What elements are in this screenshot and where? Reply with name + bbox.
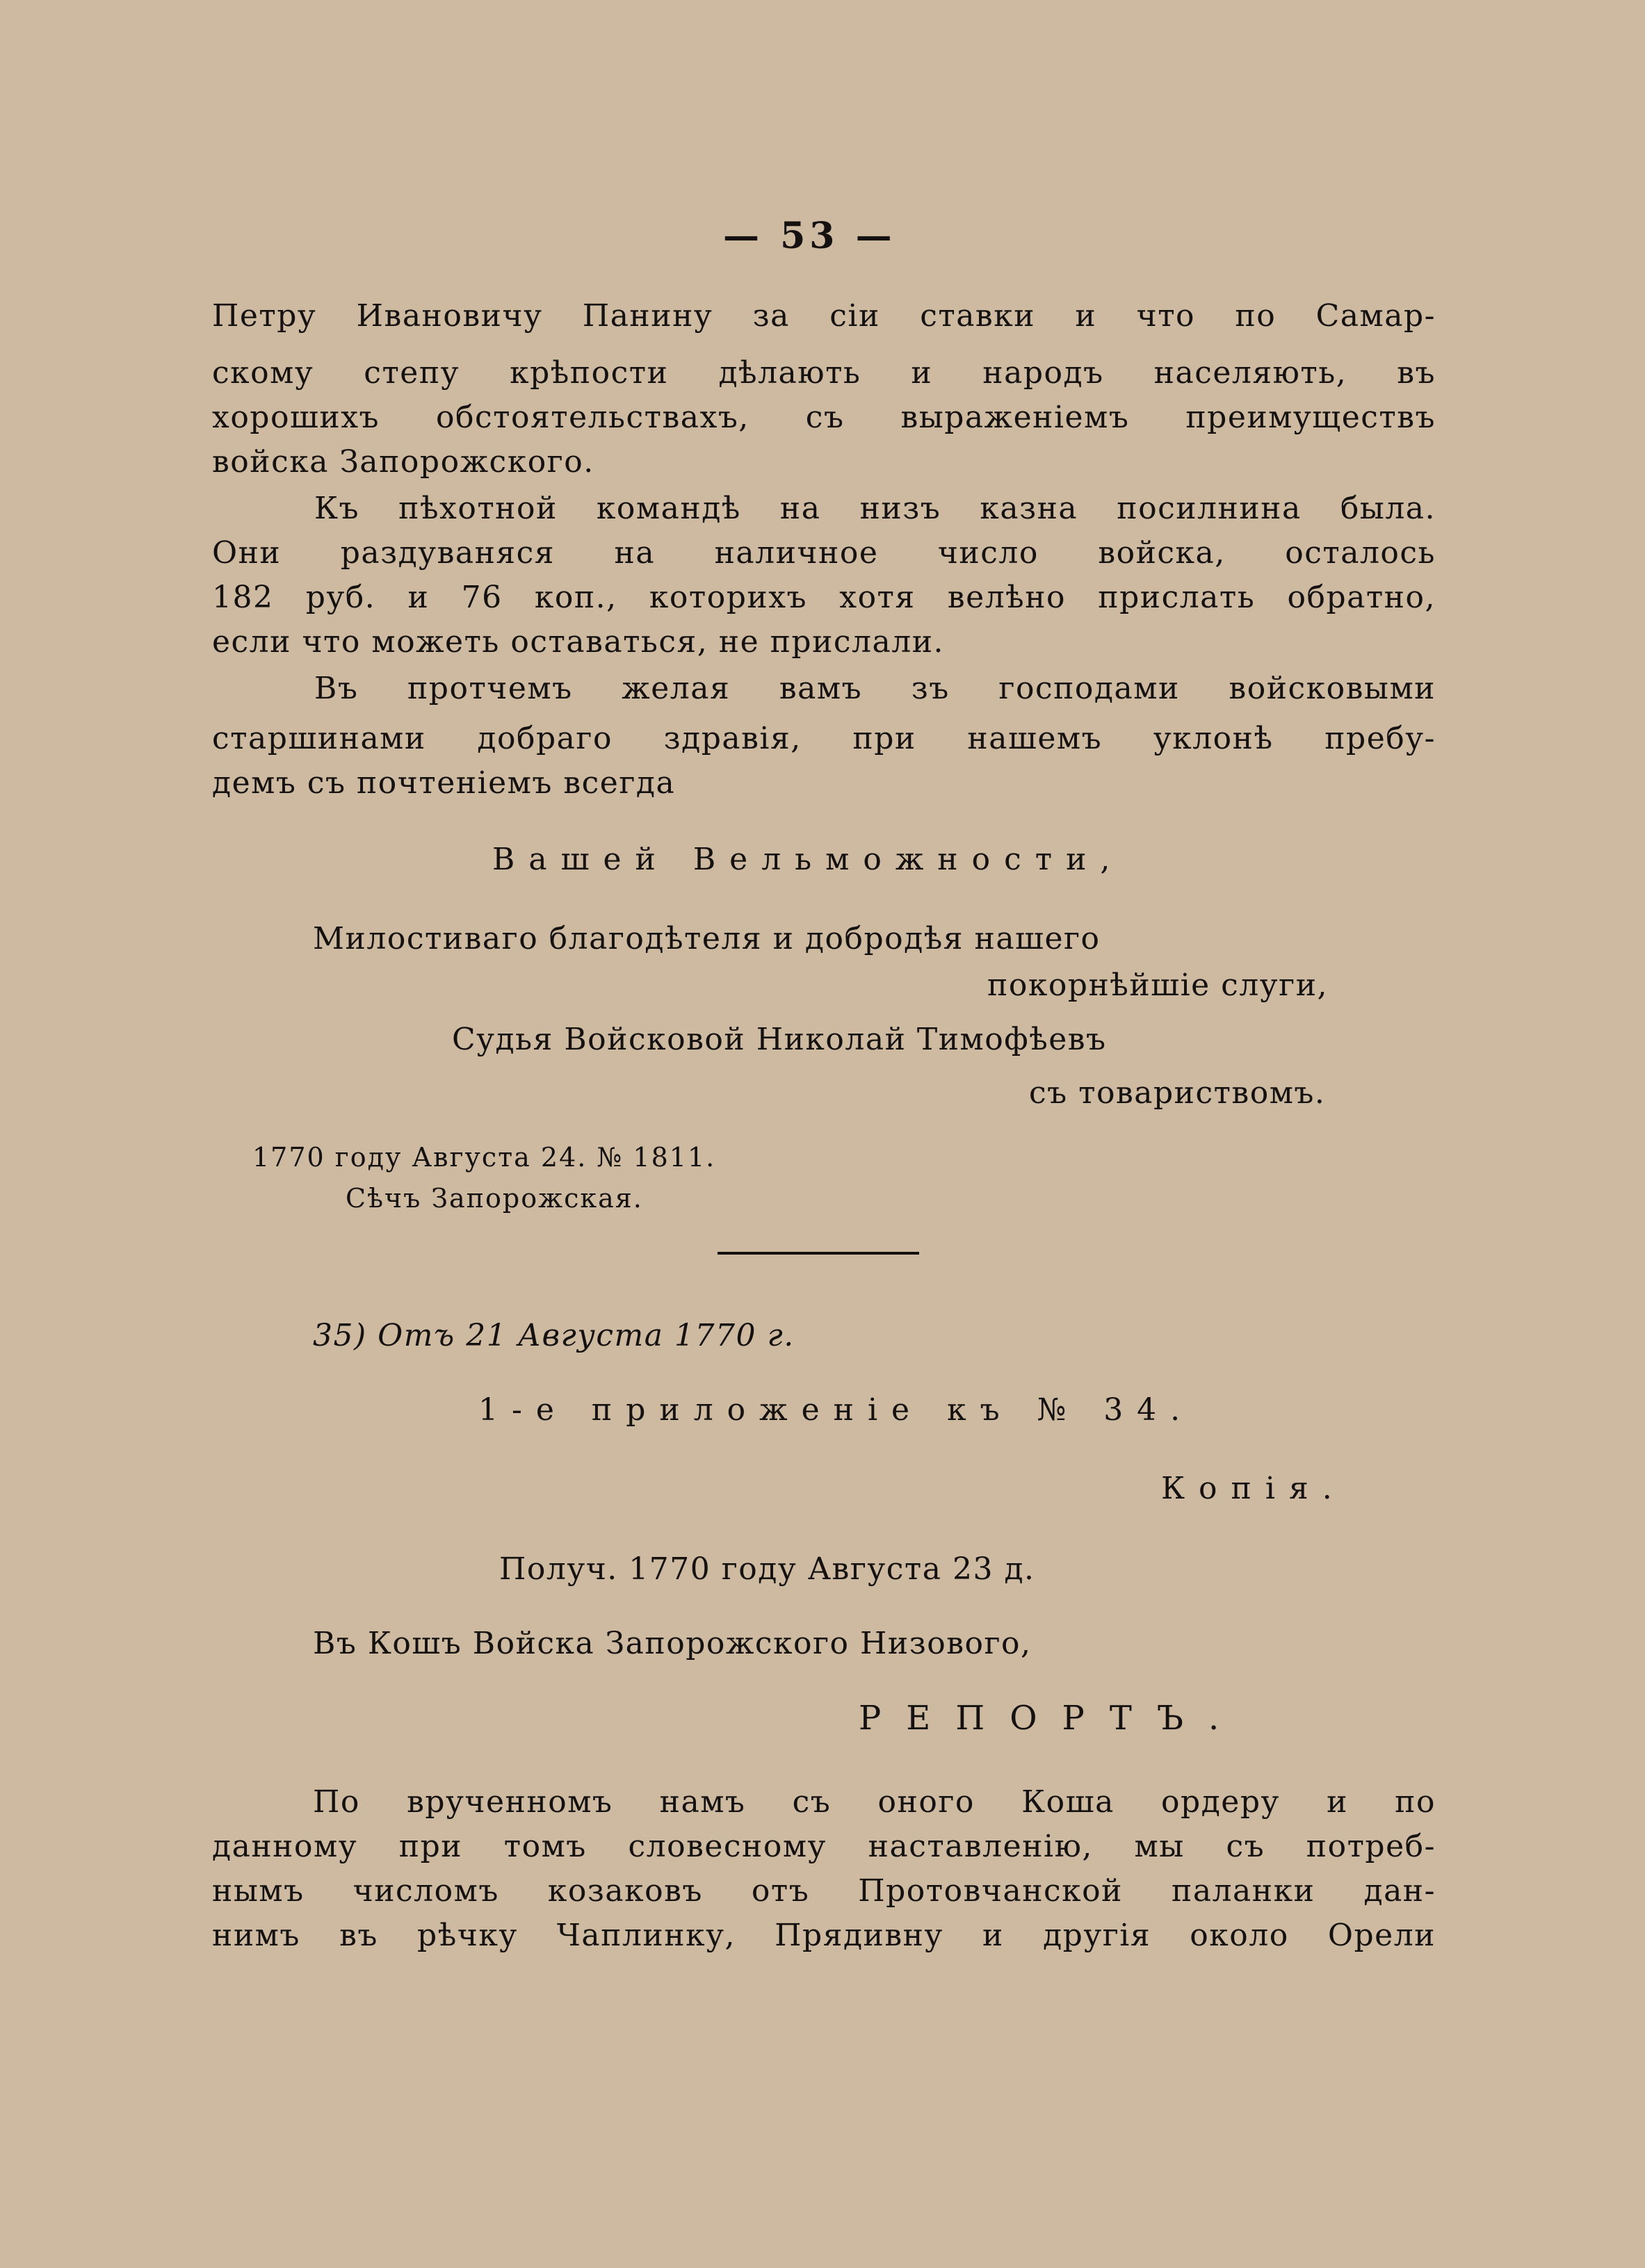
paragraph-1-line-3: хорошихъ обстоятельствахъ, съ выраженіемъ преимуществъ [212, 400, 1436, 435]
document-heading: 35) Отъ 21 Августа 1770 г. [313, 1318, 795, 1353]
paragraph-2-line-2: Они раздуваняся на наличное число войска, осталось [212, 535, 1436, 571]
paragraph-3-line-1: Въ протчемъ желая вамъ зъ господами войсковыми [314, 671, 1436, 706]
report-title: РЕПОРТЪ. [859, 1699, 1245, 1738]
paragraph-2-line-1: Къ пѣхотной командѣ на низъ казна посилнина была. [314, 491, 1436, 526]
section-divider [718, 1252, 919, 1255]
report-body-line-1: По врученномъ намъ съ оного Коша ордеру и по [313, 1784, 1436, 1820]
paragraph-3-line-3: демъ съ почтеніемъ всегда [212, 765, 676, 801]
paragraph-3-line-2: старшинами добраго здравія, при нашемъ уклонѣ пребу- [212, 721, 1436, 756]
received-note: Получ. 1770 году Августа 23 д. [499, 1551, 1035, 1587]
paragraph-1-line-4: войска Запорожского. [212, 444, 594, 480]
dateline-date: 1770 году Августа 24. № 1811. [252, 1142, 716, 1173]
signature-suffix: съ товариствомъ. [1029, 1075, 1326, 1111]
appendix-label: 1-е приложеніе къ № 34. [478, 1392, 1194, 1428]
dateline-place: Сѣчъ Запорожская. [346, 1183, 643, 1214]
report-body-line-4: нимъ въ рѣчку Чаплинку, Прядивну и другія около Орели [212, 1918, 1436, 1953]
paragraph-1-line-1: Петру Ивановичу Панину за сіи ставки и что по Самар- [212, 298, 1436, 334]
report-body-line-3: нымъ числомъ козаковъ отъ Протовчанской паланки дан- [212, 1873, 1436, 1909]
report-body-line-2: данному при томъ словесному наставленію, мы съ потреб- [212, 1829, 1436, 1864]
salutation: Вашей Вельможности, [492, 842, 1124, 877]
closing-line-2: покорнѣйшіе слуги, [987, 968, 1329, 1003]
closing-line-1: Милостиваго благодѣтеля и добродѣя нашего [313, 921, 1101, 956]
signature-name: Судья Войсковой Николай Тимофѣевъ [452, 1022, 1107, 1057]
page-number: — 53 — [723, 215, 896, 257]
paragraph-2-line-3: 182 руб. и 76 коп., которихъ хотя велѣно прислать обратно, [212, 580, 1436, 615]
paragraph-1-line-2: скому степу крѣпости дѣлають и народъ населяють, въ [212, 355, 1436, 391]
paragraph-2-line-4: если что можеть оставаться, не прислали. [212, 624, 945, 660]
address-line: Въ Кошъ Войска Запорожского Низового, [313, 1626, 1032, 1661]
copy-label: Копія. [1161, 1471, 1346, 1506]
